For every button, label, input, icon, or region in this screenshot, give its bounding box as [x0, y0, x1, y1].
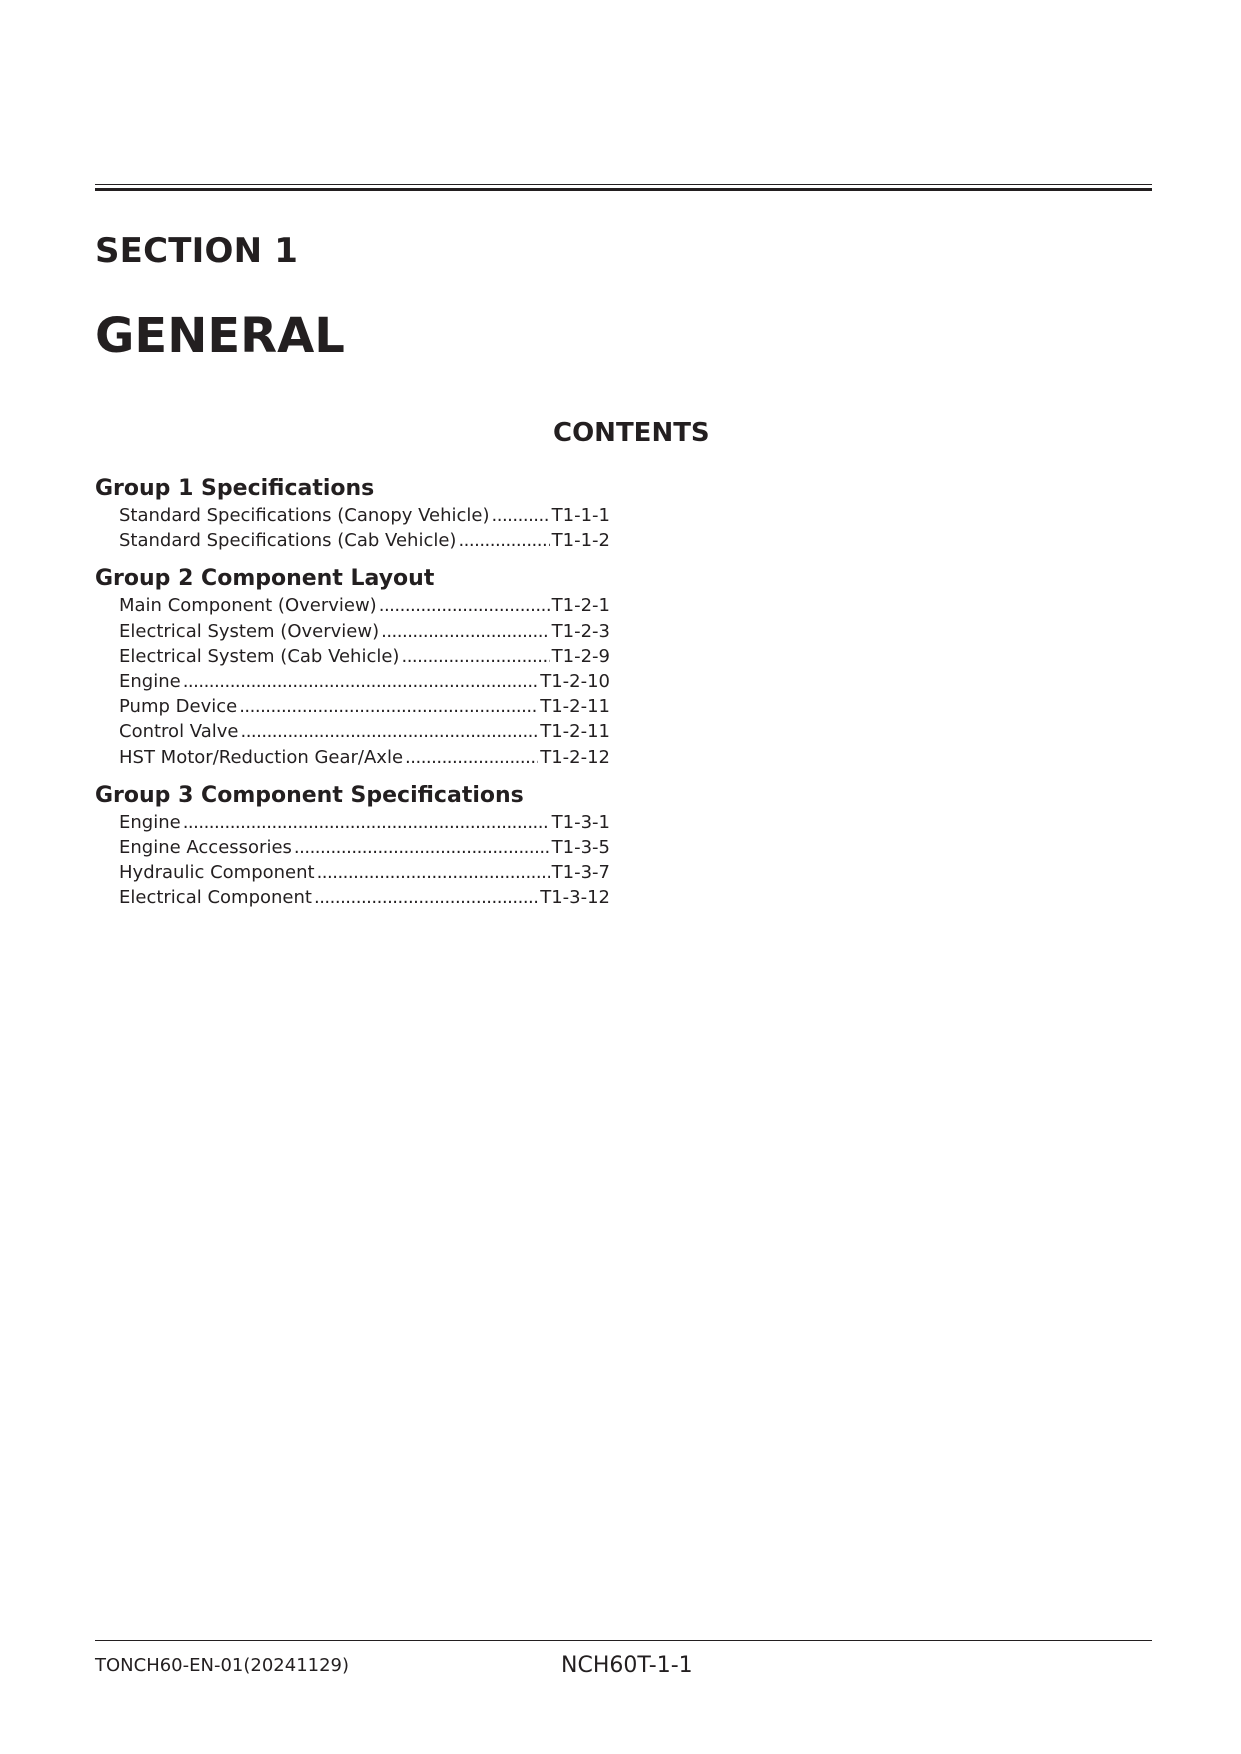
header-rule-thin [95, 184, 1152, 185]
toc-entry-page: T1-3-5 [551, 836, 610, 858]
toc-group-title: Group 3 Component Specifications [95, 782, 524, 808]
toc-entry[interactable] [95, 619, 610, 644]
toc-entry-page: T1-3-12 [540, 887, 610, 909]
toc-entry-label: Electrical System (Overview) [119, 620, 380, 642]
toc-leader-dots [492, 503, 550, 528]
toc-entry[interactable] [95, 835, 610, 860]
toc-leader-dots [240, 719, 538, 744]
toc-entry[interactable] [95, 669, 610, 694]
toc-leader-dots [183, 810, 550, 835]
section-title: GENERAL [95, 308, 345, 364]
toc-entry-label: Standard Specifications (Canopy Vehicle) [119, 505, 490, 526]
toc-entry-page: T1-2-3 [551, 620, 610, 642]
section-label: SECTION 1 [95, 231, 299, 271]
toc-entry[interactable] [95, 885, 610, 910]
toc-leader-dots [379, 593, 550, 618]
toc-entry-label: Electrical System (Cab Vehicle) [119, 645, 400, 667]
toc-entry-page: T1-2-12 [540, 746, 610, 768]
toc-entry[interactable] [95, 644, 610, 669]
toc-entry[interactable] [95, 719, 610, 744]
toc-entry[interactable] [95, 810, 610, 835]
header-rule-thick [95, 188, 1152, 191]
toc-entry-label: Pump Device [119, 696, 238, 718]
toc-entry-page: T1-2-10 [540, 670, 610, 692]
toc-entry-label: Engine [119, 670, 181, 692]
toc-entry-label: Electrical Component [119, 887, 312, 909]
toc-entry-page: T1-2-1 [551, 595, 610, 617]
toc-entry[interactable] [95, 503, 610, 528]
toc-leader-dots [317, 860, 550, 885]
toc-entry-page: T1-2-11 [540, 721, 610, 743]
toc-entry-label: Hydraulic Component [119, 862, 315, 884]
toc-group-2 [95, 565, 610, 769]
toc-entry-page: T1-2-9 [551, 645, 610, 667]
table-of-contents [95, 475, 610, 922]
toc-entry-label: Standard Specifications (Cab Vehicle) [119, 530, 457, 552]
toc-group-3 [95, 782, 610, 911]
toc-entry-label: Control Valve [119, 721, 239, 743]
document-code: TONCH60-EN-01(20241129) [95, 1655, 350, 1676]
footer-rule [95, 1640, 1152, 1641]
toc-entry-page: T1-3-7 [551, 862, 610, 884]
toc-entry-label: Engine [119, 811, 181, 833]
toc-leader-dots [458, 528, 549, 553]
toc-entry-page: T1-1-1 [551, 505, 610, 526]
toc-entry-page: T1-2-11 [540, 696, 610, 718]
toc-leader-dots [294, 835, 550, 860]
toc-entry[interactable] [95, 860, 610, 885]
toc-entry[interactable] [95, 745, 610, 770]
toc-entry-page: T1-3-1 [551, 811, 610, 833]
toc-group-title: Group 1 Specifications [95, 476, 375, 501]
toc-group-title: Group 2 Component Layout [95, 566, 435, 592]
toc-leader-dots [314, 885, 538, 910]
toc-leader-dots [239, 694, 538, 719]
toc-entry-label: Engine Accessories [119, 836, 292, 858]
toc-entry-label: HST Motor/Reduction Gear/Axle [119, 746, 404, 768]
toc-entry-label: Main Component (Overview) [119, 595, 377, 617]
toc-leader-dots [183, 669, 539, 694]
toc-entry-page: T1-1-2 [551, 530, 610, 552]
toc-group-1 [95, 475, 610, 553]
toc-leader-dots [381, 619, 550, 644]
toc-entry[interactable] [95, 593, 610, 618]
toc-leader-dots [401, 644, 549, 669]
toc-entry[interactable] [95, 694, 610, 719]
page-number: NCH60T-1-1 [561, 1653, 693, 1678]
toc-entry[interactable] [95, 528, 610, 553]
contents-heading: CONTENTS [553, 418, 710, 448]
toc-leader-dots [405, 745, 538, 770]
